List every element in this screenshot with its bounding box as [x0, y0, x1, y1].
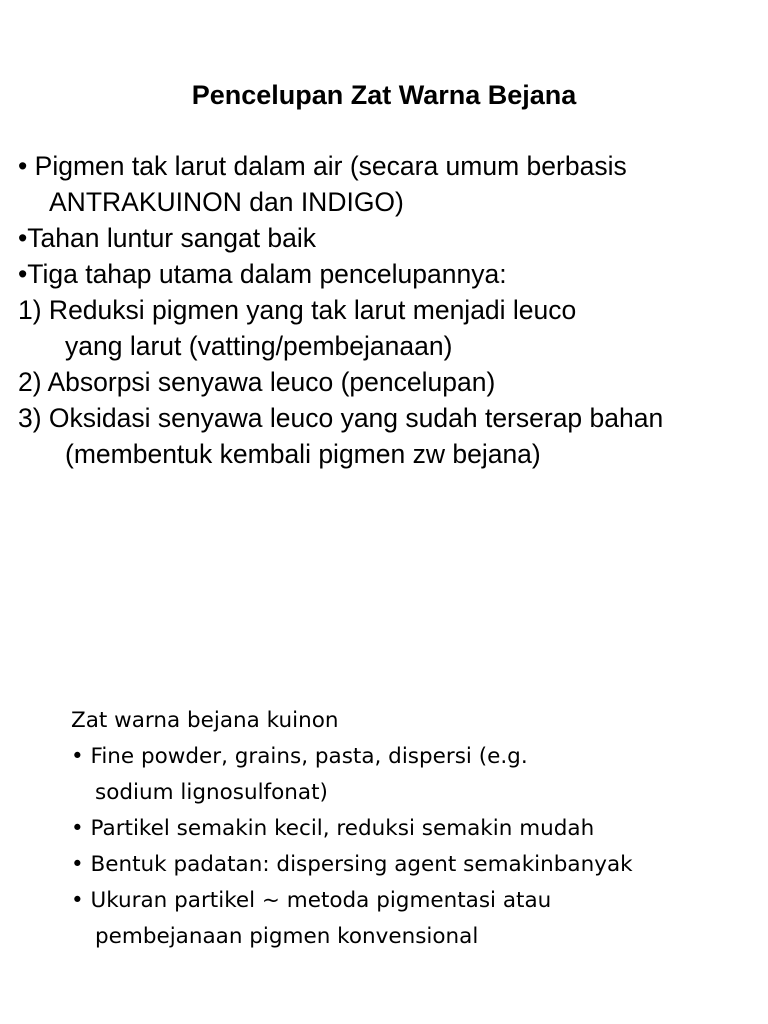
quinone-heading: Zat warna bejana kuinon: [71, 708, 339, 733]
bullet-particle-method: • Ukuran partikel ~ metoda pigmentasi atau: [71, 888, 552, 913]
quinone-vat-dye-text: [71, 703, 761, 955]
bullet-particle-method-cont: pembejanaan pigmen konvensional: [95, 924, 479, 949]
step-3-oxidation: 3) Oksidasi senyawa leuco yang sudah terserap bahan: [18, 403, 664, 433]
bullet-forms-cont: sodium lignosulfonat): [95, 780, 328, 805]
bullet-three-stages: •Tiga tahap utama dalam pencelupannya:: [18, 259, 507, 289]
bullet-particle-size: • Partikel semakin kecil, reduksi semakin mudah: [71, 816, 595, 841]
dyeing-overview-text: [18, 148, 763, 472]
slide-title: Pencelupan Zat Warna Bejana: [191, 80, 577, 110]
bullet-pigment-insoluble-cont: ANTRAKUINON dan INDIGO): [49, 187, 404, 217]
step-1-reduction-cont: yang larut (vatting/pembejanaan): [65, 331, 453, 361]
bullet-pigment-insoluble: • Pigmen tak larut dalam air (secara umum berbasis: [18, 151, 627, 181]
bullet-forms: • Fine powder, grains, pasta, dispersi (e.g.: [71, 744, 528, 769]
step-3-oxidation-cont: (membentuk kembali pigmen zw bejana): [65, 439, 541, 469]
step-2-absorption: 2) Absorpsi senyawa leuco (pencelupan): [18, 367, 496, 397]
bullet-solid-form: • Bentuk padatan: dispersing agent semakinbanyak: [71, 852, 633, 877]
bullet-fastness: •Tahan luntur sangat baik: [18, 223, 317, 253]
step-1-reduction: 1) Reduksi pigmen yang tak larut menjadi leuco: [18, 295, 577, 325]
